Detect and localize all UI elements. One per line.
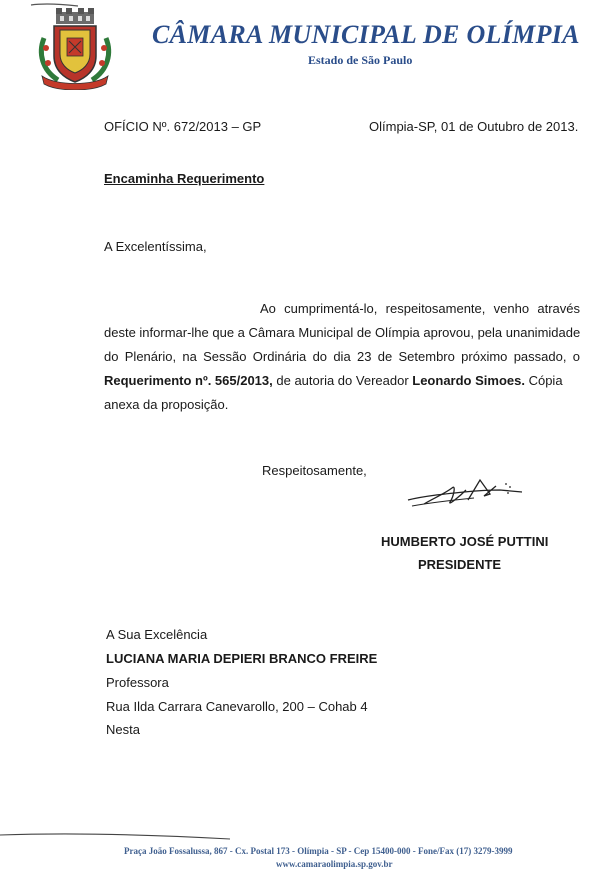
body-text: de autoria do Vereador bbox=[272, 373, 413, 388]
addressee-street: Rua Ilda Carrara Canevarollo, 200 – Cohab 4 bbox=[106, 699, 368, 714]
body-text: Cópia bbox=[524, 373, 563, 388]
signer-role: PRESIDENTE bbox=[418, 557, 502, 572]
addressee-title: Professora bbox=[106, 675, 169, 690]
place-and-date: Olímpia-SP, 01 de Outubro de 2013. bbox=[369, 119, 579, 134]
addressee-name: LUCIANA MARIA DEPIERI BRANCO FREIRE bbox=[106, 651, 378, 666]
body-line: deste informar-lhe que a Câmara Municipal de Olímpia aprovou, pela unanimidade bbox=[104, 325, 581, 340]
signature-mark bbox=[404, 474, 528, 514]
institution-state: Estado de São Paulo bbox=[308, 53, 413, 67]
institution-title: CÂMARA MUNICIPAL DE OLÍMPIA bbox=[152, 20, 580, 49]
body-paragraph bbox=[104, 297, 580, 417]
signer-name: HUMBERTO JOSÉ PUTTINI bbox=[381, 534, 549, 549]
request-number: Requerimento nº. 565/2013, bbox=[104, 373, 273, 388]
document-reference: OFÍCIO Nº. 672/2013 – GP bbox=[104, 119, 262, 134]
body-line: Ao cumprimentá-lo, respeitosamente, venho através bbox=[260, 301, 580, 316]
addressee-treatment: A Sua Excelência bbox=[106, 627, 208, 642]
footer-address: Praça João Fossalussa, 867 - Cx. Postal 173 - Olímpia - SP - Cep 15400-000 - Fone/Fax (17) 3279-3999 bbox=[124, 846, 513, 856]
closing: Respeitosamente, bbox=[262, 463, 367, 478]
addressee-city: Nesta bbox=[106, 722, 140, 737]
coat-of-arms-icon bbox=[36, 8, 114, 90]
body-line: anexa da proposição. bbox=[104, 397, 229, 412]
councilor-name: Leonardo Simoes. bbox=[412, 373, 525, 388]
body-line bbox=[104, 369, 580, 393]
footer-website: www.camaraolimpia.sp.gov.br bbox=[276, 859, 393, 869]
document-subject: Encaminha Requerimento bbox=[104, 171, 265, 186]
footer-pen-line bbox=[0, 829, 232, 843]
body-line: do Plenário, na Sessão Ordinária do dia 23 de Setembro próximo passado, o bbox=[104, 349, 580, 364]
salutation: A Excelentíssima, bbox=[104, 239, 207, 254]
